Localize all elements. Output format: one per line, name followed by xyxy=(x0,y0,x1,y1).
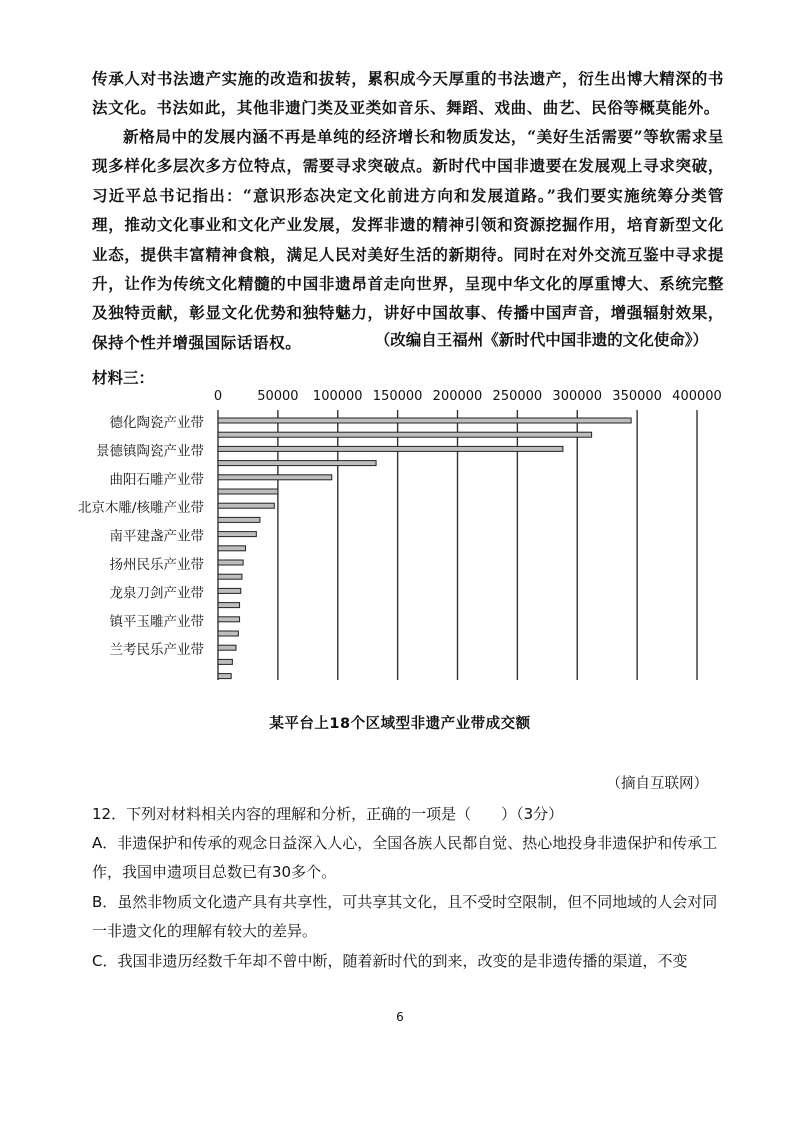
option-c: C．我国非遗历经数千年却不曾中断，随着新时代的到来，改变的是非遗传播的渠道，不变 xyxy=(92,952,688,970)
bar xyxy=(218,418,631,423)
option-b: B．虽然非物质文化遗产具有共享性，可共享其文化，且不受时空限制，但不同地域的人会对同一非遗文化的理解有较大的差异。 xyxy=(92,893,718,940)
x-tick-label: 350000 xyxy=(612,389,662,404)
chart-title: 某平台上18个区域型非遗产业带成交额 xyxy=(269,716,531,732)
category-label: 南平建盏产业带 xyxy=(109,528,204,545)
x-tick-label: 400000 xyxy=(672,389,722,404)
sales-bar-chart xyxy=(0,380,800,700)
passage-paragraph-2: 新格局中的发展内涵不再是单纯的经济增长和物质发达，“美好生活需要”等软需求呈现多样化多层次多方位特点，需要寻求突破点。新时代中国非遗要在发展观上寻求突破，习近平总书记指出：“意识形态决定文化前进方向和发展道路。”我们要实施统筹分类管理，推动文化事业和文化产业发展，发挥非遗的精神引领和资源挖掘作用，培育新型文化业态，提供丰富精神食粮，满足人民对美好生活的新期待。同时在对外交流互鉴中寻求提升，让作为传统文化精髓的中国非遗昂首走向世界，呈现中华文化的厚重博大、系统完整及独特贡献，彰显文化优势和独特魅力，讲好中国故事、传播中国声音，增强辐射效果，保持个性并增强国际话语权。 xyxy=(92,127,724,352)
category-label: 德化陶瓷产业带 xyxy=(109,415,204,431)
bar xyxy=(218,546,246,551)
chart-source: （摘自互联网） xyxy=(606,776,708,792)
bar xyxy=(218,475,332,480)
bar xyxy=(218,574,242,579)
bar xyxy=(218,603,240,608)
bar xyxy=(218,446,563,451)
category-label: 龙泉刀剑产业带 xyxy=(109,585,204,602)
x-tick-label: 300000 xyxy=(552,389,603,404)
bar xyxy=(218,503,274,508)
category-label: 曲阳石雕产业带 xyxy=(109,471,204,488)
x-tick-label: 50000 xyxy=(257,389,299,404)
bar xyxy=(218,517,260,522)
bar xyxy=(218,489,278,494)
bar xyxy=(218,617,240,622)
passage-source: （改编自王福州《新时代中国非遗的文化使命》） xyxy=(374,330,708,349)
bar xyxy=(218,461,376,466)
x-tick-label: 200000 xyxy=(432,389,483,404)
material-three-label: 材料三： xyxy=(92,369,155,387)
category-label: 北京木雕/核雕产业带 xyxy=(77,500,204,517)
bar xyxy=(218,674,231,679)
category-label: 扬州民乐产业带 xyxy=(109,557,204,573)
bar xyxy=(218,659,232,664)
bar xyxy=(218,432,592,437)
question-stem: 12．下列对材料相关内容的理解和分析，正确的一项是（ ）（3分） xyxy=(92,805,564,823)
x-tick-label: 250000 xyxy=(492,389,543,404)
bar xyxy=(218,631,238,636)
page-number: 6 xyxy=(396,1010,404,1024)
category-label: 景德镇陶瓷产业带 xyxy=(96,443,204,460)
passage-paragraph-1: 传承人对书法遗产实施的改造和拔转，累积成今天厚重的书法遗产，衍生出博大精深的书法文化。书法如此，其他非遗门类及亚类如音乐、舞蹈、戏曲、曲艺、民俗等概莫能外。 xyxy=(92,69,724,118)
x-tick-label: 150000 xyxy=(372,389,423,404)
x-tick-label: 100000 xyxy=(312,389,363,404)
category-label: 兰考民乐产业带 xyxy=(109,642,204,659)
bar xyxy=(218,645,236,650)
bar xyxy=(218,588,241,593)
category-label: 镇平玉雕产业带 xyxy=(109,613,204,630)
x-tick-label: 0 xyxy=(213,389,223,404)
option-a: A．非遗保护和传承的观念日益深入人心，全国各族人民都自觉、热心地投身非遗保护和传承工作，我国申遗项目总数已有30多个。 xyxy=(92,834,718,881)
bar xyxy=(218,532,256,537)
bar xyxy=(218,560,243,565)
